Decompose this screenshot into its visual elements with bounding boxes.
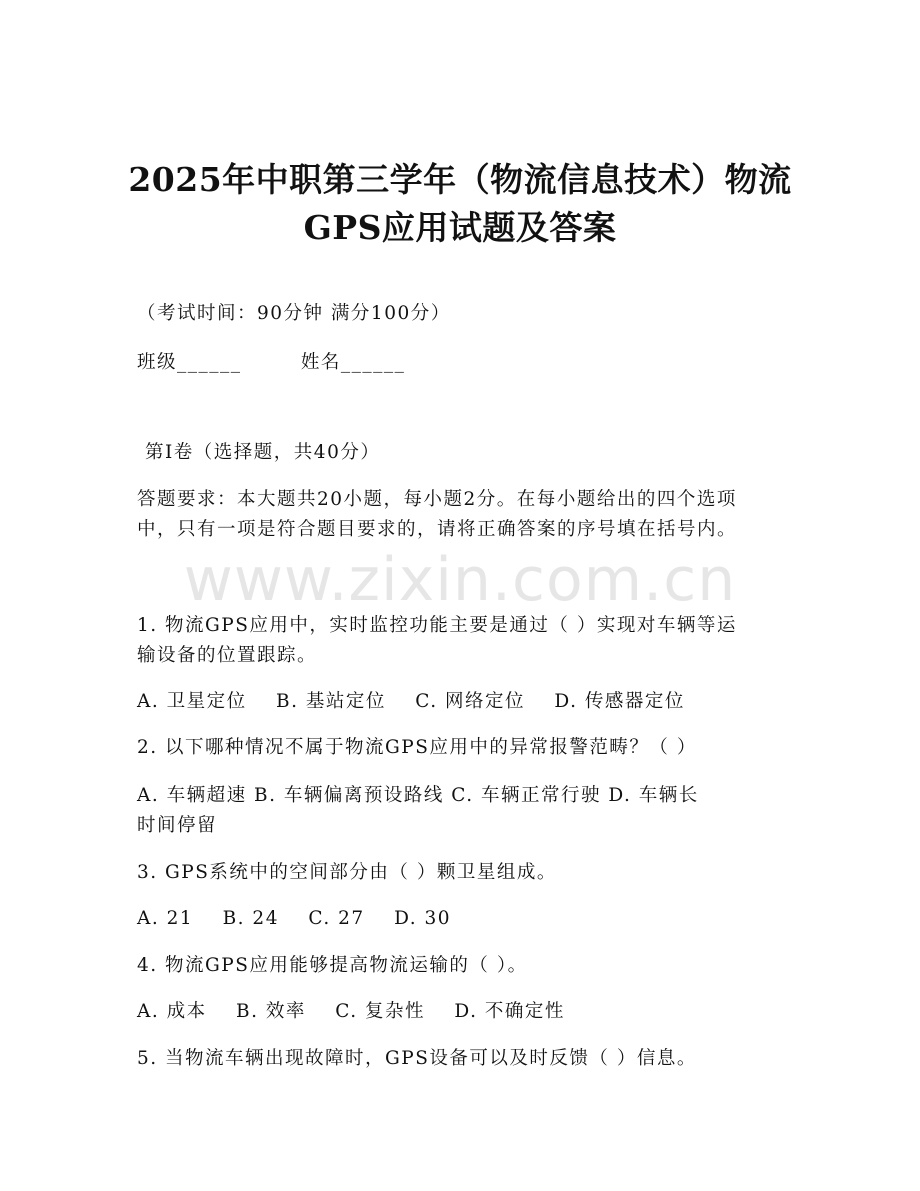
question-3-stem: 3. GPS系统中的空间部分由（ ）颗卫星组成。	[137, 862, 557, 883]
option-b: B. 24	[222, 908, 279, 929]
option-b: B. 效率	[236, 1001, 306, 1022]
class-field: 班级______	[137, 352, 242, 373]
exam-info: （考试时间：90分钟 满分100分）	[137, 303, 451, 324]
watermark: www.zixin.com.cn	[183, 545, 737, 615]
option-c: C. 27	[308, 908, 365, 929]
question-4-options	[137, 999, 787, 1025]
name-field: 姓名______	[300, 352, 406, 373]
question-2-options-line-1: A. 车辆超速 B. 车辆偏离预设路线 C. 车辆正常行驶 D. 车辆长	[137, 785, 699, 806]
document-title-line-1: 2025年中职第三学年（物流信息技术）物流	[128, 160, 792, 199]
option-d: D. 传感器定位	[554, 691, 685, 712]
option-a: A. 成本	[137, 1001, 207, 1022]
option-c: C. 网络定位	[415, 691, 526, 712]
document-title-line-2: GPS应用试题及答案	[303, 208, 617, 247]
option-d: D. 30	[394, 908, 452, 929]
question-1-options	[137, 689, 787, 715]
question-1-stem-line-2: 输设备的位置跟踪。	[137, 645, 318, 666]
option-d: D. 不确定性	[454, 1001, 565, 1022]
question-2-stem: 2. 以下哪种情况不属于物流GPS应用中的异常报警范畴？（ ）	[137, 737, 697, 758]
instructions-line-1: 答题要求：本大题共20小题，每小题2分。在每小题给出的四个选项	[137, 489, 737, 510]
question-3-options	[137, 906, 787, 932]
option-c: C. 复杂性	[335, 1001, 426, 1022]
question-1-stem-line-1: 1. 物流GPS应用中，实时监控功能主要是通过（ ）实现对车辆等运	[137, 615, 737, 636]
instructions-line-2: 中，只有一项是符合题目要求的，请将正确答案的序号填在括号内。	[137, 519, 738, 540]
question-2-options-line-2: 时间停留	[137, 815, 218, 836]
question-4-stem: 4. 物流GPS应用能够提高物流运输的（ ）。	[137, 955, 528, 976]
student-info-row	[137, 350, 787, 376]
section-title: 第Ⅰ卷（选择题，共40分）	[145, 442, 381, 463]
option-a: A. 21	[137, 908, 194, 929]
question-5-stem: 5. 当物流车辆出现故障时，GPS设备可以及时反馈（ ）信息。	[137, 1048, 697, 1069]
option-b: B. 基站定位	[276, 691, 386, 712]
option-a: A. 卫星定位	[137, 691, 247, 712]
